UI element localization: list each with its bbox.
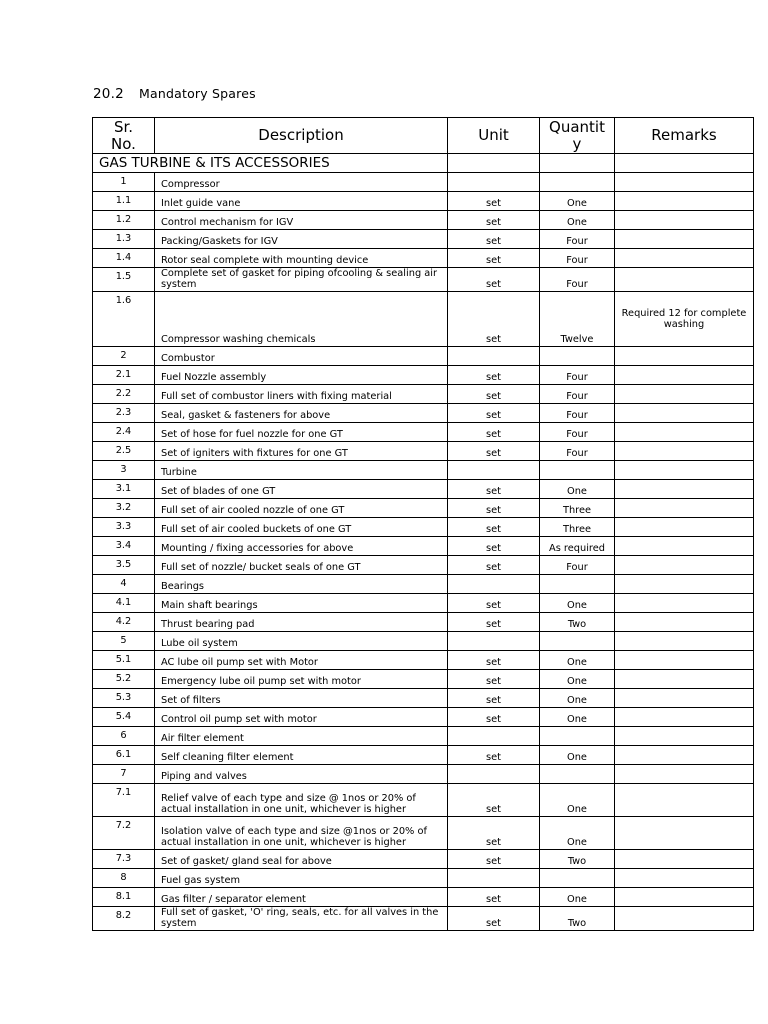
remarks-cell <box>615 651 754 670</box>
description-cell: Packing/Gaskets for IGV <box>155 230 448 249</box>
description-cell: Rotor seal complete with mounting device <box>155 249 448 268</box>
description-cell: Compressor <box>155 173 448 192</box>
table-row <box>93 404 754 423</box>
remarks-cell <box>615 708 754 727</box>
quantity-cell: One <box>540 708 615 727</box>
quantity-cell: One <box>540 689 615 708</box>
remarks-cell <box>615 765 754 784</box>
unit-cell <box>448 347 540 366</box>
srno-cell: 6 <box>93 727 155 746</box>
table-cell <box>540 154 615 173</box>
table-row <box>93 708 754 727</box>
col-header-description: Description <box>155 118 448 154</box>
unit-cell: set <box>448 850 540 869</box>
table-row <box>93 192 754 211</box>
srno-cell: 1.6 <box>93 292 155 347</box>
unit-cell <box>448 632 540 651</box>
description-cell: Relief valve of each type and size @ 1nos or 20% of actual installation in one unit, whichever is higher <box>155 784 448 817</box>
description-cell: Compressor washing chemicals <box>155 292 448 347</box>
unit-cell: set <box>448 385 540 404</box>
description-cell: Full set of air cooled buckets of one GT <box>155 518 448 537</box>
table-row <box>93 385 754 404</box>
table-row <box>93 613 754 632</box>
section-number: 20.2 <box>93 86 124 102</box>
table-row <box>93 461 754 480</box>
col-header-remarks: Remarks <box>615 118 754 154</box>
unit-cell: set <box>448 888 540 907</box>
description-cell: Seal, gasket & fasteners for above <box>155 404 448 423</box>
remarks-cell <box>615 461 754 480</box>
remarks-cell <box>615 192 754 211</box>
quantity-cell: Two <box>540 613 615 632</box>
quantity-cell: As required <box>540 537 615 556</box>
quantity-cell: Four <box>540 385 615 404</box>
remarks-cell <box>615 784 754 817</box>
remarks-cell <box>615 499 754 518</box>
description-cell: Mounting / fixing accessories for above <box>155 537 448 556</box>
srno-cell: 1.4 <box>93 249 155 268</box>
unit-cell: set <box>448 442 540 461</box>
unit-cell <box>448 575 540 594</box>
table-row <box>93 347 754 366</box>
quantity-cell: One <box>540 817 615 850</box>
srno-cell: 1.5 <box>93 268 155 292</box>
remarks-cell <box>615 480 754 499</box>
table-row <box>93 651 754 670</box>
remarks-cell <box>615 347 754 366</box>
quantity-cell: One <box>540 888 615 907</box>
description-cell: Lube oil system <box>155 632 448 651</box>
quantity-cell: Three <box>540 518 615 537</box>
table-cell <box>615 154 754 173</box>
section-heading <box>93 86 256 102</box>
quantity-cell: Four <box>540 366 615 385</box>
quantity-cell: Three <box>540 499 615 518</box>
quantity-cell: Four <box>540 249 615 268</box>
unit-cell <box>448 461 540 480</box>
table-row <box>93 423 754 442</box>
description-cell: Combustor <box>155 347 448 366</box>
description-cell: Isolation valve of each type and size @1nos or 20% of actual installation in one unit, whichever is higher <box>155 817 448 850</box>
srno-cell: 7.2 <box>93 817 155 850</box>
unit-cell: set <box>448 518 540 537</box>
table-row <box>93 499 754 518</box>
table-row <box>93 556 754 575</box>
srno-cell: 3.2 <box>93 499 155 518</box>
remarks-cell <box>615 632 754 651</box>
unit-cell: set <box>448 689 540 708</box>
description-cell: Fuel Nozzle assembly <box>155 366 448 385</box>
quantity-cell: One <box>540 651 615 670</box>
description-cell: Control mechanism for IGV <box>155 211 448 230</box>
remarks-cell: Required 12 for complete washing <box>615 292 754 347</box>
unit-cell: set <box>448 651 540 670</box>
unit-cell: set <box>448 746 540 765</box>
description-cell: Full set of air cooled nozzle of one GT <box>155 499 448 518</box>
srno-cell: 2.4 <box>93 423 155 442</box>
srno-cell: 5.1 <box>93 651 155 670</box>
description-cell: Control oil pump set with motor <box>155 708 448 727</box>
remarks-cell <box>615 518 754 537</box>
description-cell: Bearings <box>155 575 448 594</box>
remarks-cell <box>615 556 754 575</box>
srno-cell: 2.5 <box>93 442 155 461</box>
srno-cell: 2.3 <box>93 404 155 423</box>
table-row <box>93 907 754 931</box>
srno-cell: 1.2 <box>93 211 155 230</box>
section-title: Mandatory Spares <box>139 86 256 101</box>
spares-table <box>92 117 754 931</box>
unit-cell: set <box>448 537 540 556</box>
quantity-cell <box>540 869 615 888</box>
unit-cell <box>448 765 540 784</box>
remarks-cell <box>615 211 754 230</box>
quantity-cell: Twelve <box>540 292 615 347</box>
srno-cell: 7.1 <box>93 784 155 817</box>
unit-cell <box>448 727 540 746</box>
description-cell: Set of blades of one GT <box>155 480 448 499</box>
description-cell: Emergency lube oil pump set with motor <box>155 670 448 689</box>
quantity-cell <box>540 727 615 746</box>
table-row <box>93 850 754 869</box>
table-row <box>93 366 754 385</box>
table-row <box>93 442 754 461</box>
quantity-cell <box>540 632 615 651</box>
srno-cell: 8 <box>93 869 155 888</box>
description-cell: Turbine <box>155 461 448 480</box>
unit-cell: set <box>448 670 540 689</box>
quantity-cell: Four <box>540 423 615 442</box>
remarks-cell <box>615 670 754 689</box>
table-row <box>93 869 754 888</box>
remarks-cell <box>615 907 754 931</box>
table-row <box>93 268 754 292</box>
table-row <box>93 575 754 594</box>
table-row <box>93 817 754 850</box>
remarks-cell <box>615 594 754 613</box>
unit-cell: set <box>448 499 540 518</box>
unit-cell <box>448 869 540 888</box>
srno-cell: 1.1 <box>93 192 155 211</box>
srno-cell: 1.3 <box>93 230 155 249</box>
remarks-cell <box>615 727 754 746</box>
unit-cell: set <box>448 613 540 632</box>
srno-cell: 5.3 <box>93 689 155 708</box>
table-row <box>93 727 754 746</box>
srno-cell: 3 <box>93 461 155 480</box>
unit-cell: set <box>448 708 540 727</box>
unit-cell: set <box>448 268 540 292</box>
srno-cell: 2 <box>93 347 155 366</box>
remarks-cell <box>615 869 754 888</box>
description-cell: Self cleaning filter element <box>155 746 448 765</box>
section-title-cell: GAS TURBINE & ITS ACCESSORIES <box>93 154 448 173</box>
table-row <box>93 670 754 689</box>
unit-cell: set <box>448 292 540 347</box>
quantity-cell: Two <box>540 850 615 869</box>
quantity-cell <box>540 765 615 784</box>
quantity-cell <box>540 575 615 594</box>
remarks-cell <box>615 817 754 850</box>
quantity-cell: One <box>540 746 615 765</box>
quantity-cell: One <box>540 192 615 211</box>
quantity-cell: Four <box>540 404 615 423</box>
unit-cell: set <box>448 556 540 575</box>
remarks-cell <box>615 249 754 268</box>
description-cell: Fuel gas system <box>155 869 448 888</box>
table-row <box>93 632 754 651</box>
srno-cell: 8.1 <box>93 888 155 907</box>
srno-cell: 4 <box>93 575 155 594</box>
unit-cell: set <box>448 817 540 850</box>
unit-cell: set <box>448 594 540 613</box>
remarks-cell <box>615 850 754 869</box>
quantity-cell: One <box>540 594 615 613</box>
unit-cell: set <box>448 249 540 268</box>
description-cell: Full set of combustor liners with fixing material <box>155 385 448 404</box>
unit-cell: set <box>448 230 540 249</box>
remarks-cell <box>615 366 754 385</box>
remarks-cell <box>615 423 754 442</box>
unit-cell: set <box>448 480 540 499</box>
table-row <box>93 689 754 708</box>
table-cell <box>448 154 540 173</box>
description-cell: Set of filters <box>155 689 448 708</box>
table-row <box>93 784 754 817</box>
table-row <box>93 249 754 268</box>
unit-cell: set <box>448 366 540 385</box>
description-cell: AC lube oil pump set with Motor <box>155 651 448 670</box>
description-cell: Inlet guide vane <box>155 192 448 211</box>
remarks-cell <box>615 442 754 461</box>
remarks-cell <box>615 689 754 708</box>
description-cell: Main shaft bearings <box>155 594 448 613</box>
unit-cell: set <box>448 404 540 423</box>
quantity-cell: One <box>540 480 615 499</box>
section-row <box>93 154 754 173</box>
quantity-cell: Four <box>540 556 615 575</box>
table-header-row <box>93 118 754 154</box>
remarks-cell <box>615 404 754 423</box>
description-cell: Complete set of gasket for piping ofcooling & sealing air system <box>155 268 448 292</box>
remarks-cell <box>615 613 754 632</box>
description-cell: Set of hose for fuel nozzle for one GT <box>155 423 448 442</box>
srno-cell: 2.2 <box>93 385 155 404</box>
table-row <box>93 518 754 537</box>
col-header-srno: Sr. No. <box>93 118 155 154</box>
srno-cell: 3.1 <box>93 480 155 499</box>
table-row <box>93 173 754 192</box>
table-row <box>93 480 754 499</box>
table-row <box>93 537 754 556</box>
description-cell: Piping and valves <box>155 765 448 784</box>
srno-cell: 3.4 <box>93 537 155 556</box>
srno-cell: 7 <box>93 765 155 784</box>
quantity-cell: Four <box>540 442 615 461</box>
quantity-cell <box>540 173 615 192</box>
srno-cell: 8.2 <box>93 907 155 931</box>
srno-cell: 3.3 <box>93 518 155 537</box>
table-row <box>93 211 754 230</box>
srno-cell: 7.3 <box>93 850 155 869</box>
table-row <box>93 230 754 249</box>
table-row <box>93 765 754 784</box>
quantity-cell: Four <box>540 268 615 292</box>
srno-cell: 2.1 <box>93 366 155 385</box>
unit-cell: set <box>448 784 540 817</box>
quantity-cell: One <box>540 670 615 689</box>
unit-cell <box>448 173 540 192</box>
remarks-cell <box>615 173 754 192</box>
remarks-cell <box>615 230 754 249</box>
description-cell: Set of gasket/ gland seal for above <box>155 850 448 869</box>
col-header-unit: Unit <box>448 118 540 154</box>
description-cell: Thrust bearing pad <box>155 613 448 632</box>
remarks-cell <box>615 575 754 594</box>
srno-cell: 5 <box>93 632 155 651</box>
srno-cell: 4.1 <box>93 594 155 613</box>
unit-cell: set <box>448 192 540 211</box>
description-cell: Set of igniters with fixtures for one GT <box>155 442 448 461</box>
col-header-quantity: Quantit y <box>540 118 615 154</box>
srno-cell: 4.2 <box>93 613 155 632</box>
quantity-cell: One <box>540 211 615 230</box>
unit-cell: set <box>448 423 540 442</box>
remarks-cell <box>615 888 754 907</box>
quantity-cell: Two <box>540 907 615 931</box>
remarks-cell <box>615 268 754 292</box>
description-cell: Air filter element <box>155 727 448 746</box>
table-row <box>93 888 754 907</box>
description-cell: Full set of nozzle/ bucket seals of one GT <box>155 556 448 575</box>
quantity-cell <box>540 461 615 480</box>
srno-cell: 6.1 <box>93 746 155 765</box>
srno-cell: 3.5 <box>93 556 155 575</box>
remarks-cell <box>615 537 754 556</box>
table-row <box>93 594 754 613</box>
description-cell: Full set of gasket, 'O' ring, seals, etc. for all valves in the system <box>155 907 448 931</box>
srno-cell: 5.4 <box>93 708 155 727</box>
table-row <box>93 746 754 765</box>
quantity-cell: Four <box>540 230 615 249</box>
remarks-cell <box>615 746 754 765</box>
srno-cell: 1 <box>93 173 155 192</box>
description-cell: Gas filter / separator element <box>155 888 448 907</box>
unit-cell: set <box>448 211 540 230</box>
srno-cell: 5.2 <box>93 670 155 689</box>
unit-cell: set <box>448 907 540 931</box>
table-row <box>93 292 754 347</box>
remarks-cell <box>615 385 754 404</box>
quantity-cell: One <box>540 784 615 817</box>
quantity-cell <box>540 347 615 366</box>
